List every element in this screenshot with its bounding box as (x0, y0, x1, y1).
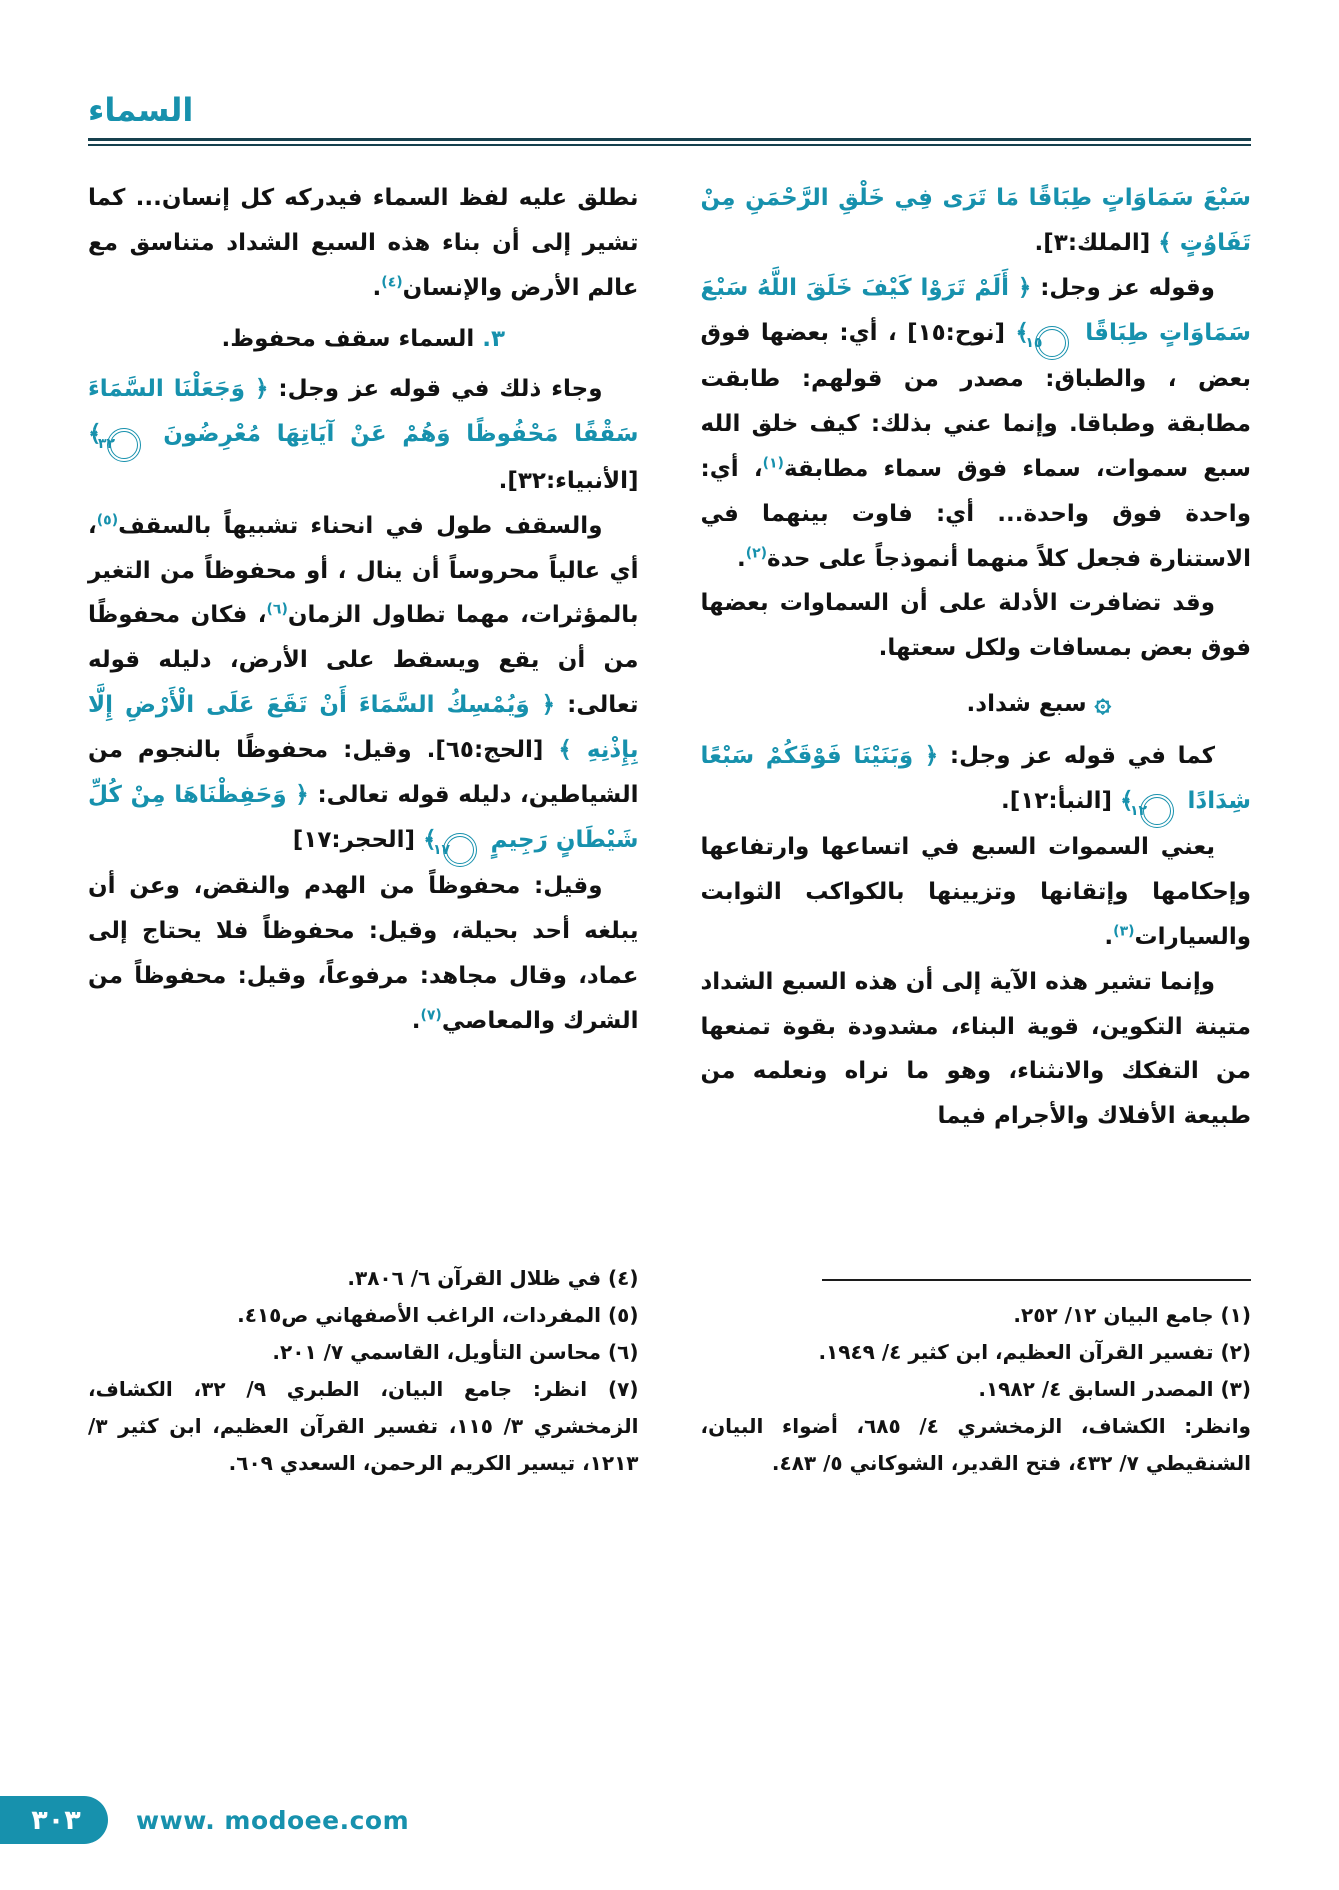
page-footer (0, 1796, 409, 1844)
body-text: [النبأ:١٢]. (1001, 787, 1121, 814)
footnote-marker: (٤) (381, 274, 403, 291)
heading-number: ٣. (474, 325, 506, 352)
right-column-footnotes (701, 1279, 1252, 1486)
paragraph (88, 367, 639, 503)
right-column-text (701, 176, 1252, 1139)
quran-verse: ﴾ (1015, 319, 1029, 346)
quran-verse: سَبْعَ سَمَاوَاتٍ طِبَاقًا مَا تَرَى فِي خَلْقِ الرَّحْمَنِ مِنْ تَفَاوُتٍ ﴾ (700, 185, 1251, 256)
body-text: وجاء ذلك في قوله عز وجل: (268, 376, 603, 403)
body-text: يعني السموات السبع في اتساعها وارتفاعها وإحكامها وإتقانها وتزيينها بالكواكب الثوابت والسيارات (700, 834, 1251, 950)
left-column-text (88, 176, 639, 1044)
body-text: السماء سقف محفوظ. (221, 325, 475, 352)
section-ornament-icon: ۞ (1094, 685, 1111, 719)
website-url: www. modoee.com (136, 1805, 410, 1835)
section-heading (88, 317, 639, 362)
ayah-number: ١٧ (446, 836, 474, 864)
left-footnote-list (88, 1260, 639, 1482)
body-text: وقوله عز وجل: (1031, 274, 1215, 301)
quran-verse: ﴾ (1120, 787, 1134, 814)
body-text: [الملك:٣]. (1034, 229, 1159, 256)
paragraph (701, 960, 1252, 1139)
body-text: كما في قوله عز وجل: (938, 742, 1215, 769)
body-text: ، أي: واحدة فوق واحدة... أي: فاوت بينهما في الاستنارة فجعل كلاً منهما أنموذجاً على حدة (700, 455, 1251, 572)
body-text: [الحج:٦٥]. وقيل: محفوظًا بالنجوم من الشياطين، دليله قوله تعالى: (88, 736, 639, 808)
footnote-marker: (١) (762, 455, 784, 472)
left-column-footnotes (88, 1260, 639, 1486)
right-footnote-list (701, 1297, 1252, 1482)
quran-verse: ﴿ وَبَنَيْنَا فَوْقَكُمْ سَبْعًا شِدَادًا (700, 742, 1251, 814)
page-header (88, 90, 1251, 146)
ayah-number: ١٢ (1143, 797, 1171, 825)
quran-verse: ﴿ وَجَعَلْنَا السَّمَاءَ سَقْفًا مَحْفُوظًا وَهُمْ عَنْ آيَاتِهَا مُعْرِضُونَ (88, 376, 639, 448)
body-text: . (372, 274, 382, 301)
page-number-badge (0, 1796, 108, 1844)
paragraph (701, 266, 1252, 582)
footnote-marker: (٧) (420, 1007, 442, 1024)
body-text: وقد تضافرت الأدلة على أن السماوات بعضها فوق بعض بمسافات ولكل سعتها. (700, 590, 1251, 662)
body-text: [الحجر:١٧] (292, 826, 424, 853)
content-columns (88, 176, 1251, 1486)
body-text: سبع شداد. (966, 691, 1095, 718)
body-text: وإنما تشير هذه الآية إلى أن هذه السبع الشداد متينة التكوين، قوية البناء، مشدودة بقوة تمنعها من التفكك والانثناء، وهو ما نراه ونعلمه من طبيعة الأفلاك والأجرام فيما (700, 968, 1251, 1130)
body-text: وقيل: محفوظاً من الهدم والنقض، وعن أن يبلغه أحد بحيلة، وقيل: محفوظاً فلا يحتاج إلى عماد، وقال مجاهد: مرفوعاً، وقيل: محفوظاً من الشرك والمعاصي (88, 873, 639, 1034)
footnote: (٣) المصدر السابق ٤/ ١٩٨٢. (978, 1377, 1251, 1401)
body-text: [نوح:١٥] ، أي: بعضها فوق بعض ، والطباق: مصدر من قولهم: طابقت مطابقة وطباقا. وإنما عني بذلك: كيف خلق الله سبع سموات، سماء فوق سماء مطابقة (700, 319, 1252, 482)
body-text: نطلق عليه لفظ السماء فيدركه كل إنسان... كما تشير إلى أن بناء هذه السبع الشداد متناسق مع عالم الأرض والإنسان (88, 185, 639, 301)
body-text: ، أي عالياً محروساً أن ينال ، أو محفوظاً من التغير بالمؤثرات، مهما تطاول الزمان (88, 512, 639, 629)
footnote: (٧) انظر: جامع البيان، الطبري ٩/ ٣٢، الكشاف، الزمخشري ٣/ ١١٥، تفسير القرآن العظيم، ابن كثير ٣/ ١٢١٣، تيسير الكريم الرحمن، السعدي ٦٠٩. (88, 1377, 639, 1475)
quran-verse: ﴿ وَيُمْسِكُ السَّمَاءَ أَنْ تَقَعَ عَلَى الْأَرْضِ إِلَّا بِإِذْنِهِ ﴾ (88, 692, 639, 763)
footnote-marker: (٣) (1113, 923, 1135, 940)
ayah-number: ٣٢ (110, 431, 138, 459)
footnote: (٤) في ظلال القرآن ٦/ ٣٨٠٦. (347, 1266, 639, 1290)
body-text: ، فكان محفوظًا من أن يقع ويسقط على الأرض، دليله قوله تعالى: (88, 602, 639, 719)
footnote: (٥) المفردات، الراغب الأصفهاني ص٤١٥. (237, 1303, 639, 1327)
paragraph (701, 176, 1252, 266)
footnote-separator (822, 1279, 1251, 1281)
body-text: والسقف طول في انحناء تشبيهاً بالسقف (118, 512, 603, 539)
body-text: . (736, 545, 746, 572)
paragraph (88, 864, 639, 1043)
quran-verse: ﴿ أَلَمْ تَرَوْا كَيْفَ خَلَقَ اللَّهُ سَبْعَ سَمَاوَاتٍ طِبَاقًا (700, 274, 1251, 346)
right-column (701, 176, 1252, 1486)
paragraph (701, 825, 1252, 960)
footnote-marker: (٢) (745, 544, 768, 561)
paragraph (701, 581, 1252, 671)
header-rule (88, 138, 1251, 146)
quran-verse: ﴾ (88, 421, 102, 448)
body-text: [الأنبياء:٣٢]. (498, 467, 639, 494)
sub-heading (701, 675, 1252, 730)
footnote: (٢) تفسير القرآن العظيم، ابن كثير ٤/ ١٩٤٩. (818, 1340, 1251, 1364)
page-number: ٣٠٣ (31, 1804, 81, 1836)
footnote: وانظر: الكشاف، الزمخشري ٤/ ٦٨٥، أضواء البيان، الشنقيطي ٧/ ٤٣٢، فتح القدير، الشوكاني ٥/ ٤٨٣. (700, 1414, 1251, 1475)
paragraph (88, 504, 639, 865)
body-text: . (411, 1007, 421, 1034)
footnote: (١) جامع البيان ١٢/ ٢٥٢. (1013, 1303, 1251, 1327)
body-text: . (1104, 923, 1114, 950)
quran-verse: ﴿ وَحَفِظْنَاهَا مِنْ كُلِّ شَيْطَانٍ رَجِيمٍ (88, 781, 639, 853)
footnote-marker: (٦) (266, 601, 288, 618)
paragraph (701, 734, 1252, 825)
paragraph (88, 176, 639, 311)
footnote-marker: (٥) (96, 512, 119, 529)
footnote: (٦) محاسن التأويل، القاسمي ٧/ ٢٠١. (272, 1340, 639, 1364)
quran-verse: ﴾ (423, 826, 437, 853)
left-column (88, 176, 639, 1486)
page-header-title: السماء (88, 91, 194, 129)
ayah-number: ١٥ (1038, 329, 1066, 357)
